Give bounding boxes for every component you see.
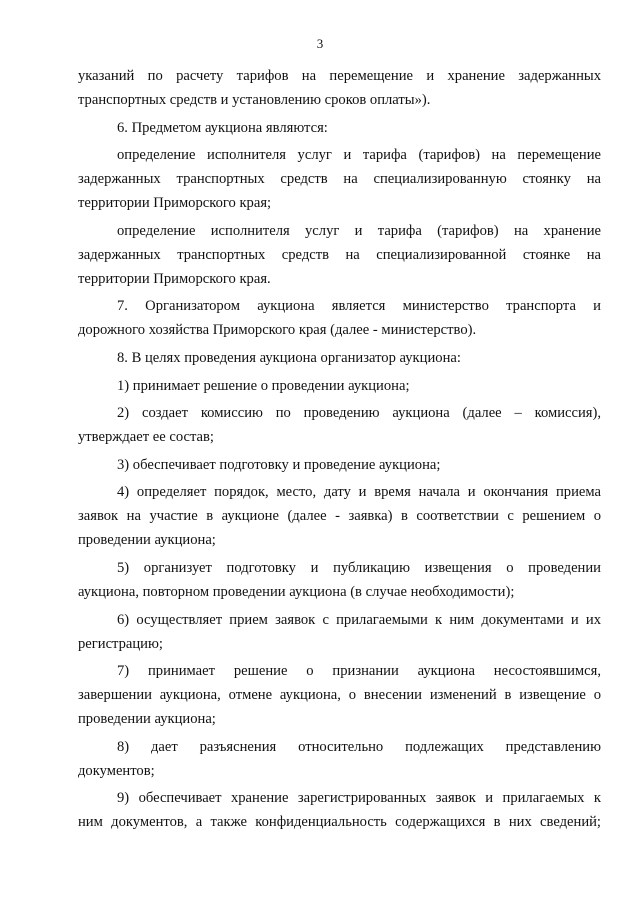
text-line: территории Приморского края; bbox=[78, 195, 272, 212]
text-line: 2) создает комиссию по проведению аукциона (далее – комиссия), bbox=[117, 405, 601, 422]
page-number: 3 bbox=[316, 36, 324, 51]
text-line: 3) обеспечивает подготовку и проведение аукциона; bbox=[117, 456, 441, 473]
text-line: территории Приморского края. bbox=[78, 270, 271, 287]
text-line: 6) осуществляет прием заявок с прилагаемыми к ним документами и их bbox=[117, 611, 601, 628]
text-line: аукциона, повторном проведении аукциона (в случае необходимости); bbox=[78, 583, 515, 600]
text-line: проведении аукциона; bbox=[78, 711, 216, 728]
text-line: регистрацию; bbox=[78, 635, 163, 652]
document-body bbox=[78, 64, 601, 834]
text-line: 7. Организатором аукциона является министерство транспорта и bbox=[117, 298, 601, 315]
text-line: дорожного хозяйства Приморского края (далее - министерство). bbox=[78, 322, 477, 339]
text-line: определение исполнителя услуг и тарифа (тарифов) на хранение bbox=[117, 222, 601, 239]
text-line: 9) обеспечивает хранение зарегистрированных заявок и прилагаемых к bbox=[117, 790, 601, 807]
text-line: завершении аукциона, отмене аукциона, о внесении изменений в извещение о bbox=[78, 687, 601, 704]
text-line: 4) определяет порядок, место, дату и время начала и окончания приема bbox=[117, 484, 601, 501]
text-line: ним документов, а также конфиденциальность содержащихся в них сведений; bbox=[78, 814, 601, 831]
text-line: 5) организует подготовку и публикацию извещения о проведении bbox=[117, 559, 601, 576]
text-line: 7) принимает решение о признании аукциона несостоявшимся, bbox=[117, 663, 601, 680]
text-line: заявок на участие в аукционе (далее - заявка) в соответствии с решением о bbox=[78, 508, 601, 525]
text-line: 6. Предметом аукциона являются: bbox=[117, 119, 328, 136]
text-line: определение исполнителя услуг и тарифа (тарифов) на перемещение bbox=[117, 147, 601, 164]
text-line: 8) дает разъяснения относительно подлежащих представлению bbox=[117, 738, 601, 755]
text-line: 1) принимает решение о проведении аукциона; bbox=[117, 377, 410, 394]
text-line: указаний по расчету тарифов на перемещение и хранение задержанных bbox=[78, 68, 601, 84]
text-line: утверждает ее состав; bbox=[78, 429, 214, 446]
text-line: документов; bbox=[78, 762, 155, 779]
text-line: задержанных транспортных средств на специализированную стоянку на bbox=[78, 171, 601, 188]
text-line: транспортных средств и установлению сроков оплаты»). bbox=[78, 92, 431, 108]
text-line: 8. В целях проведения аукциона организатор аукциона: bbox=[117, 349, 461, 366]
text-line: задержанных транспортных средств на специализированной стоянке на bbox=[78, 246, 601, 263]
text-line: проведении аукциона; bbox=[78, 532, 216, 549]
